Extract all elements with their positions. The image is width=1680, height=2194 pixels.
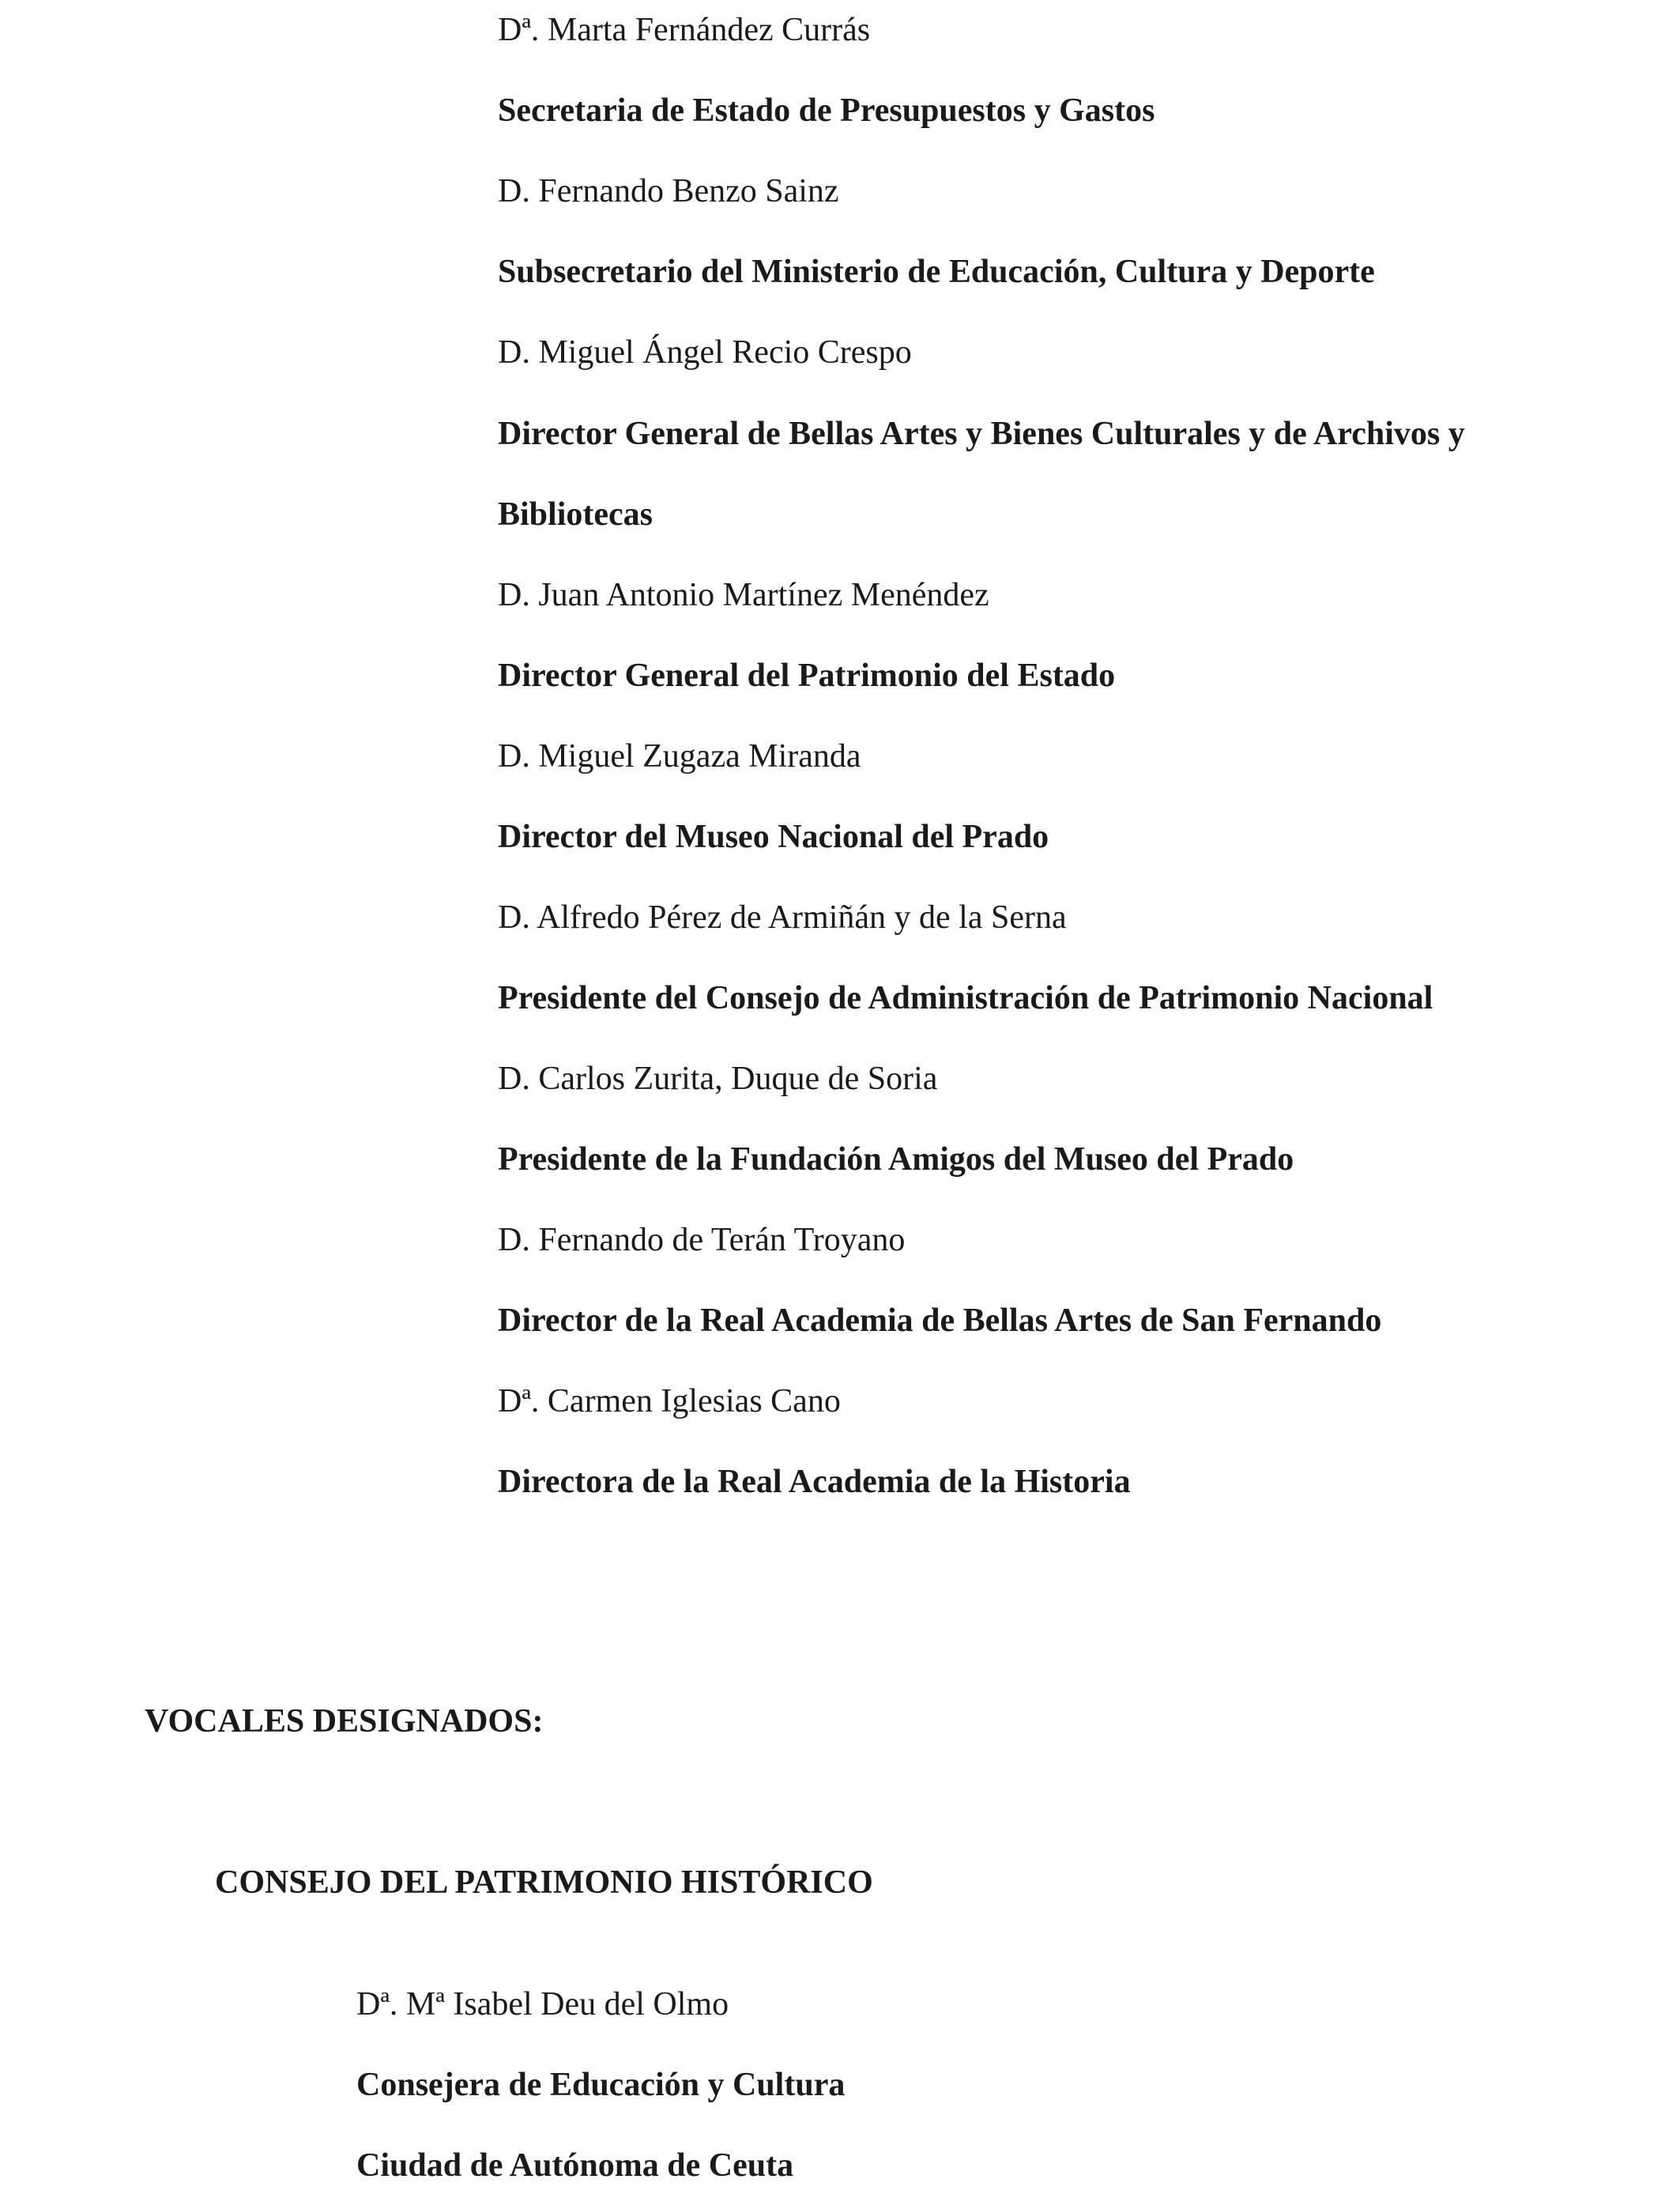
member-name: D. Carlos Zurita, Duque de Soria	[498, 1061, 938, 1097]
vocales-designados-heading: VOCALES DESIGNADOS:	[145, 1703, 544, 1740]
member-name: D. Alfredo Pérez de Armiñán y de la Serna	[498, 899, 1067, 936]
member-title-continuation: Bibliotecas	[498, 496, 653, 533]
member-title: Director General de Bellas Artes y Bienes Culturales y de Archivos y	[498, 416, 1465, 452]
member-title: Subsecretario del Ministerio de Educación, Cultura y Deporte	[498, 254, 1375, 290]
consejo-member-name: Dª. Mª Isabel Deu del Olmo	[356, 1986, 729, 2022]
member-name: D. Miguel Ángel Recio Crespo	[498, 334, 912, 371]
member-title: Director del Museo Nacional del Prado	[498, 819, 1049, 855]
member-name: D. Fernando de Terán Troyano	[498, 1222, 906, 1258]
member-name: D. Fernando Benzo Sainz	[498, 173, 839, 209]
member-title: Director de la Real Academia de Bellas Artes de San Fernando	[498, 1302, 1382, 1339]
member-title: Director General del Patrimonio del Estado	[498, 658, 1116, 694]
member-title: Secretaria de Estado de Presupuestos y Gastos	[498, 92, 1155, 129]
member-name: D. Juan Antonio Martínez Menéndez	[498, 577, 989, 613]
member-name: D. Miguel Zugaza Miranda	[498, 738, 861, 775]
member-title: Presidente del Consejo de Administración de Patrimonio Nacional	[498, 980, 1433, 1016]
consejo-member-organization: Ciudad de Autónoma de Ceuta	[356, 2147, 794, 2184]
consejo-heading: CONSEJO DEL PATRIMONIO HISTÓRICO	[215, 1864, 873, 1901]
member-name: Dª. Marta Fernández Currás	[498, 12, 871, 48]
consejo-member-title: Consejera de Educación y Cultura	[356, 2067, 846, 2103]
member-title: Directora de la Real Academia de la Historia	[498, 1464, 1131, 1500]
member-title: Presidente de la Fundación Amigos del Museo del Prado	[498, 1141, 1294, 1178]
member-name: Dª. Carmen Iglesias Cano	[498, 1383, 841, 1419]
